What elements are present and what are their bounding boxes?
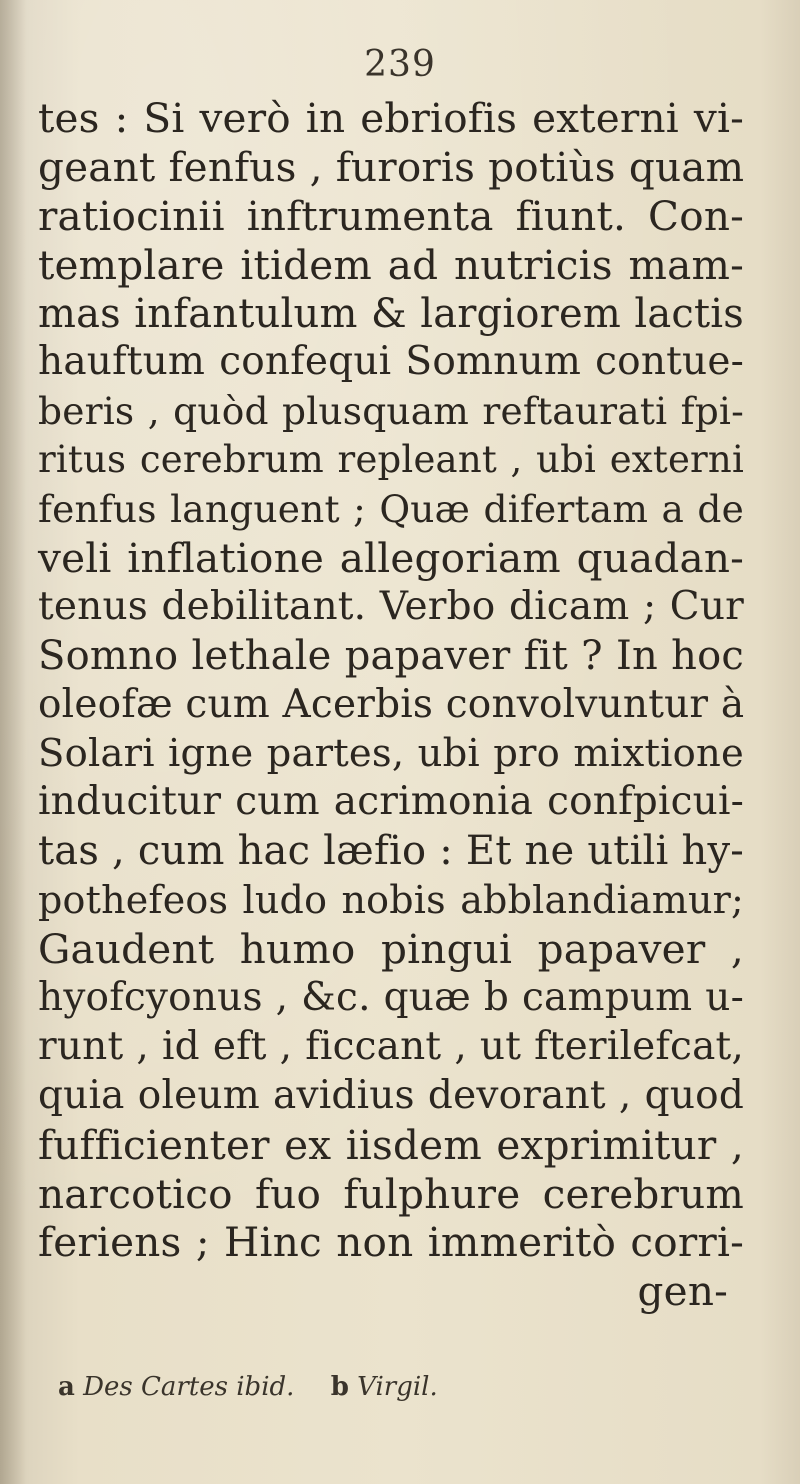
text-line: hauftum confequi Somnum contue-: [38, 339, 744, 385]
text-line: fenfus languent ; Quæ difertam a de: [38, 487, 744, 532]
text-line: ritus cerebrum repleant , ubi externi: [38, 438, 744, 482]
page-number: 239: [364, 44, 436, 85]
text-line: tes : Si verò in ebriofis externi vi-: [38, 94, 744, 142]
text-line: pothefeos ludo nobis abblandiamur;: [38, 878, 744, 923]
page-gutter-shadow: [0, 0, 26, 1484]
text-line: fufficienter ex iisdem exprimitur ,: [38, 1120, 744, 1169]
text-line: tas , cum hac læfio : Et ne utili hy-: [38, 828, 744, 875]
text-line: ratiocinii inftrumenta fiunt. Con-: [38, 191, 744, 240]
text-line: Somno lethale papaver fit ? In hoc: [38, 632, 744, 679]
text-line: runt , id eft , ficcant , ut fterilefcat,: [38, 1023, 744, 1069]
text-line: oleofæ cum Acerbis convolvuntur à: [38, 681, 745, 727]
catchword: gen-: [637, 1267, 728, 1316]
text-line: Solari igne partes, ubi pro mixtione: [38, 730, 744, 776]
text-line: mas infantulum & largiorem lactis: [38, 290, 744, 337]
text-line: feriens ; Hinc non immeritò corri-: [38, 1218, 744, 1267]
text-line: hyofcyonus , &c. quæ b campum u-: [38, 975, 744, 1021]
text-line: tenus debilitant. Verbo dicam ; Cur: [38, 583, 744, 629]
text-line: veli inflatione allegoriam quadan-: [38, 534, 744, 583]
text-line: Gaudent humo pingui papaver ,: [38, 925, 744, 974]
footnote-mark: b: [330, 1372, 349, 1402]
text-line: beris , quòd plusquam reftaurati fpi-: [38, 389, 744, 434]
text-line: geant fenfus , furoris potiùs quam: [38, 142, 745, 191]
text-line: inducitur cum acrimonia confpicui-: [38, 779, 744, 825]
text-line: narcotico fuo fulphure cerebrum: [38, 1169, 744, 1218]
body-text: [38, 94, 744, 1316]
footnote-a: [58, 1372, 294, 1402]
text-line: templare itidem ad nutricis mam-: [38, 240, 744, 289]
footnotes: [58, 1372, 758, 1402]
footnote-b: [331, 1372, 438, 1402]
footnote-text: Virgil.: [357, 1372, 438, 1402]
footnote-text: Des Cartes ibid.: [83, 1372, 295, 1402]
text-line: quia oleum avidius devorant , quod: [38, 1072, 744, 1118]
footnote-mark: a: [58, 1372, 75, 1402]
